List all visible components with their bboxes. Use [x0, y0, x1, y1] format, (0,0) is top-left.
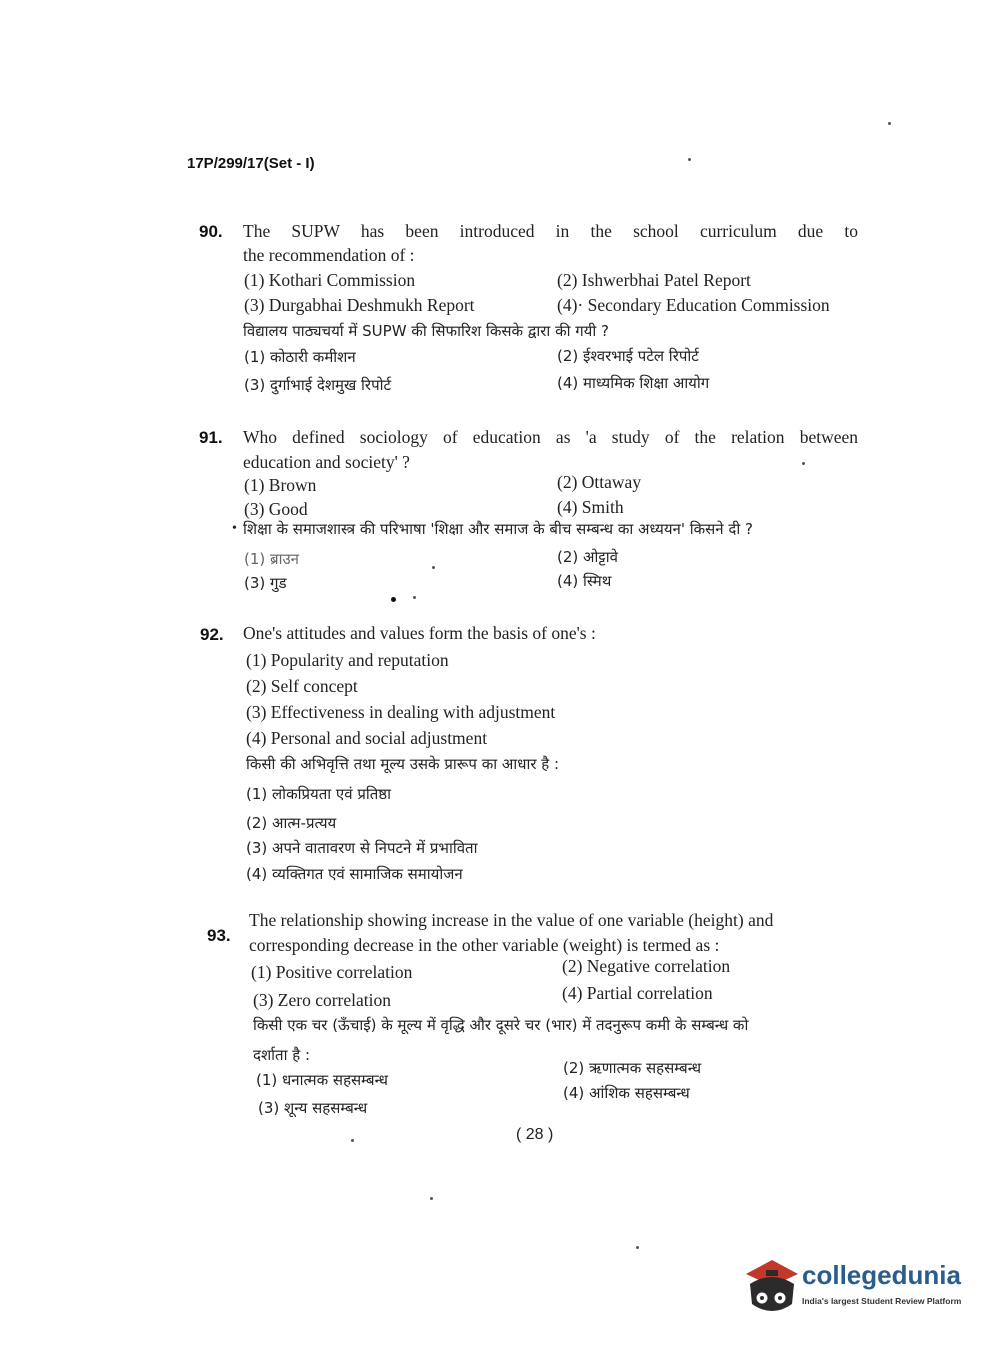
- hindi-option: (1) धनात्मक सहसम्बन्ध: [256, 1071, 388, 1089]
- hindi-question-text: किसी एक चर (ऊँचाई) के मूल्य में वृद्धि और दूसरे चर (भार) में तदनुरूप कमी के सम्बन्ध को: [253, 1016, 749, 1034]
- hindi-option: (1) ब्राउन: [244, 550, 300, 568]
- hindi-option: (4) आंशिक सहसम्बन्ध: [563, 1084, 690, 1102]
- hindi-option: (1) कोठारी कमीशन: [244, 348, 356, 366]
- option: (4) Partial correlation: [562, 983, 713, 1003]
- question-number: 90.: [199, 222, 223, 241]
- scan-speck: [888, 122, 891, 125]
- hindi-option: (3) गुड: [244, 574, 287, 592]
- scan-speck: [351, 1139, 354, 1142]
- option: (2) Negative correlation: [562, 956, 731, 976]
- option: (4)· Secondary Education Commission: [557, 295, 830, 315]
- question-text: The relationship showing increase in the value of one variable (height) and: [249, 910, 774, 930]
- option: (1) Positive correlation: [251, 962, 413, 982]
- scan-speck: [636, 1246, 639, 1249]
- page-number: ( 28 ): [516, 1126, 554, 1143]
- question-text: the recommendation of :: [243, 245, 415, 265]
- question-text: Who defined sociology of education as 'a study of the relation between: [243, 427, 858, 447]
- hindi-question-text: किसी की अभिवृत्ति तथा मूल्य उसके प्रारूप का आधार है :: [246, 755, 560, 773]
- scan-speck: [432, 566, 435, 569]
- hindi-option: (4) स्मिथ: [557, 572, 612, 590]
- hindi-option: (4) व्यक्तिगत एवं सामाजिक समायोजन: [246, 865, 463, 883]
- question-number: 93.: [207, 926, 231, 945]
- scan-speck: [391, 597, 396, 602]
- bullet-mark: •: [232, 521, 237, 536]
- hindi-option: (4) माध्यमिक शिक्षा आयोग: [557, 374, 710, 392]
- hindi-option: (3) दुर्गाभाई देशमुख रिपोर्ट: [244, 376, 392, 394]
- paper-code: 17P/299/17(Set - I): [187, 155, 315, 172]
- question-text: corresponding decrease in the other variable (weight) is termed as :: [249, 935, 720, 955]
- option: (3) Effectiveness in dealing with adjustment: [246, 702, 556, 722]
- hindi-question-text: शिक्षा के समाजशास्त्र की परिभाषा 'शिक्षा और समाज के बीच सम्बन्ध का अध्ययन' किसने दी ?: [243, 520, 753, 538]
- scan-speck: [688, 158, 691, 161]
- mascot-icon: [742, 1256, 798, 1318]
- question-number: 91.: [199, 428, 223, 447]
- hindi-option: (1) लोकप्रियता एवं प्रतिष्ठा: [246, 785, 392, 803]
- brand-name: collegedunia: [802, 1260, 961, 1290]
- option: (3) Good: [244, 499, 308, 519]
- scan-speck: [430, 1197, 433, 1200]
- question-text: One's attitudes and values form the basis of one's :: [243, 623, 596, 643]
- collegedunia-logo: [742, 1252, 972, 1322]
- hindi-option: (2) ऋणात्मक सहसम्बन्ध: [563, 1059, 702, 1077]
- option: (2) Ottaway: [557, 472, 642, 492]
- question-text: The SUPW has been introduced in the school curriculum due to: [243, 221, 858, 241]
- option: (1) Kothari Commission: [244, 270, 416, 290]
- scan-speck: [413, 596, 416, 599]
- hindi-option: (3) शून्य सहसम्बन्ध: [258, 1099, 368, 1117]
- hindi-question-text: विद्यालय पाठ्यचर्या में SUPW की सिफारिश किसके द्वारा की गयी ?: [243, 322, 610, 340]
- option: (3) Zero correlation: [253, 990, 391, 1010]
- option: (1) Popularity and reputation: [246, 650, 449, 670]
- option: (4) Smith: [557, 497, 624, 517]
- option: (4) Personal and social adjustment: [246, 728, 488, 748]
- hindi-option: (3) अपने वातावरण से निपटने में प्रभाविता: [246, 839, 478, 857]
- question-text: education and society' ?: [243, 452, 410, 472]
- scan-speck: [802, 462, 805, 465]
- brand-tagline: India's largest Student Review Platform: [802, 1296, 962, 1306]
- option: (2) Ishwerbhai Patel Report: [557, 270, 751, 290]
- hindi-option: (2) आत्म-प्रत्यय: [246, 814, 337, 832]
- hindi-option: (2) ओट्टावे: [557, 548, 618, 566]
- option: (1) Brown: [244, 475, 317, 495]
- option: (2) Self concept: [246, 676, 358, 696]
- question-number: 92.: [200, 625, 224, 644]
- hindi-option: (2) ईश्वरभाई पटेल रिपोर्ट: [557, 347, 699, 365]
- option: (3) Durgabhai Deshmukh Report: [244, 295, 475, 315]
- hindi-question-text: दर्शाता है :: [253, 1046, 311, 1064]
